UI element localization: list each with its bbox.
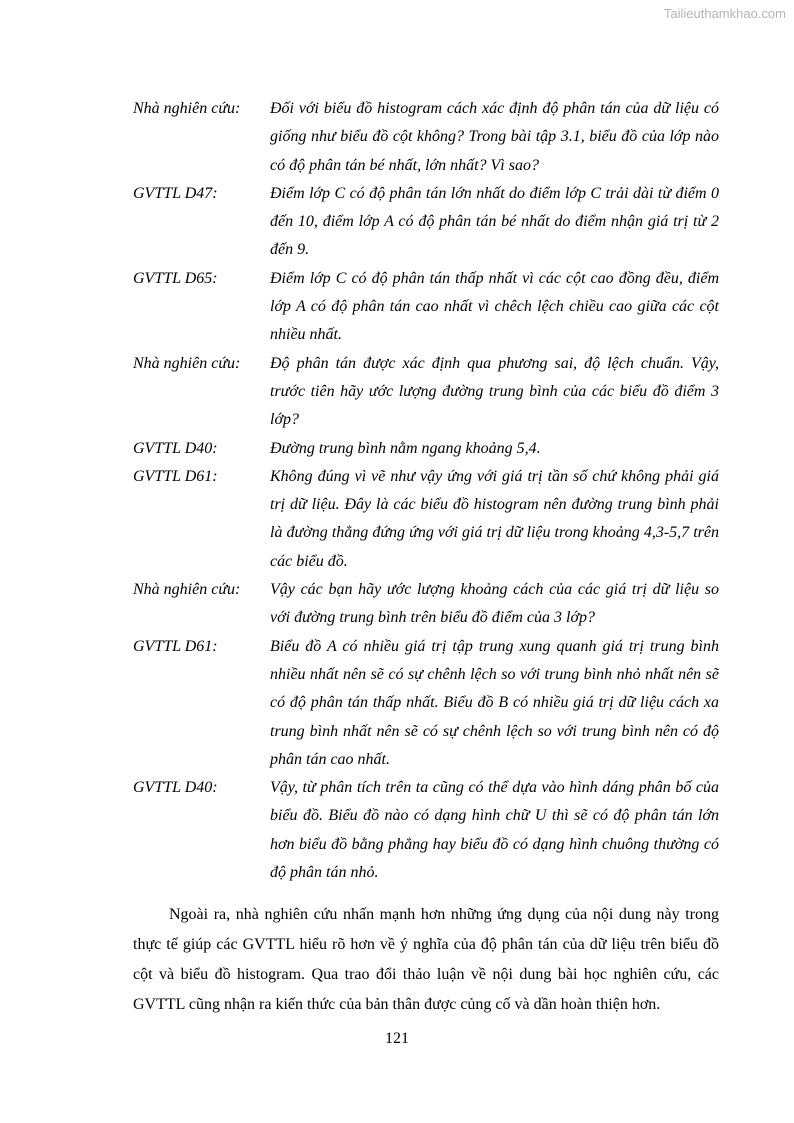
utterance-text: Vậy, từ phân tích trên ta cũng có thể dựa vào hình dáng phân bố của biểu đồ. Biểu đồ nào có dạng hình chữ U thì sẽ có độ phân tán lớn hơn biểu đồ bằng phẳng hay biểu đồ có dạng hình chuông thường có độ phân tán nhỏ. — [270, 779, 719, 882]
utterance-text: Đối với biểu đồ histogram cách xác định độ phân tán của dữ liệu có giống như biểu đồ cột không? Trong bài tập 3.1, biểu đồ của lớp nào có độ phân tán bé nhất, lớn nhất? Vì sao? — [270, 100, 719, 174]
utterance-text: Biểu đồ A có nhiều giá trị tập trung xung quanh giá trị trung bình nhiều nhất nên sẽ có sự chênh lệch so với trung bình nhỏ nhất nên sẽ có độ phân tán thấp nhất. Biểu đồ B có nhiều giá trị dữ liệu cách xa trung bình nhất nên sẽ có sự chênh lệch so với trung bình nên có độ phân tán cao nhất. — [270, 637, 719, 768]
utterance-text: Đường trung bình nằm ngang khoảng 5,4. — [270, 439, 541, 457]
dialogue-turn — [133, 435, 719, 463]
dialogue-turn — [133, 463, 719, 576]
dialogue-turn — [133, 95, 719, 180]
speaker-label: GVTTL D47: — [133, 184, 218, 202]
utterance-text: Điểm lớp C có độ phân tán thấp nhất vì các cột cao đồng đều, điểm lớp A có độ phân tán cao nhất vì chêch lệch chiều cao giữa các cột nhiều nhất. — [270, 269, 719, 344]
narrative-paragraph: Ngoài ra, nhà nghiên cứu nhấn mạnh hơn những ứng dụng của nội dung này trong thực tế giúp các GVTTL hiểu rõ hơn về ý nghĩa của độ phân tán của dữ liệu trên biểu đồ cột và biểu đồ histogram. Qua trao đổi thảo luận về nội dung bài học nghiên cứu, các GVTTL cũng nhận ra kiến thức của bản thân được củng cố và dần hoàn thiện hơn. — [133, 906, 719, 1013]
dialogue-turn — [133, 774, 719, 887]
speaker-label: Nhà nghiên cứu: — [133, 354, 241, 372]
dialogue-turn — [133, 265, 719, 350]
dialogue-turn — [133, 633, 719, 774]
speaker-label: Nhà nghiên cứu: — [133, 100, 241, 117]
speaker-label: GVTTL D61: — [133, 637, 218, 655]
utterance-text: Vậy các bạn hãy ước lượng khoảng cách của các giá trị dữ liệu so với đường trung bình trên biểu đồ điểm của 3 lớp? — [270, 581, 719, 627]
dialogue-transcript — [133, 95, 719, 887]
dialogue-turn — [133, 576, 719, 633]
utterance-text: Không đúng vì vẽ như vậy ứng với giá trị tần số chứ không phải giá trị dữ liệu. Đây là các biểu đồ histogram nên đường trung bình phải là đường thẳng đứng ứng với giá trị dữ liệu trong khoảng 4,3-5,7 trên các biểu đồ. — [270, 467, 719, 570]
speaker-label: GVTTL D40: — [133, 439, 218, 457]
utterance-text: Điểm lớp C có độ phân tán lớn nhất do điểm lớp C trải dài từ điểm 0 đến 10, điểm lớp A có độ phân tán bé nhất do điểm nhận giá trị từ 2 đến 9. — [270, 184, 719, 259]
speaker-label: GVTTL D61: — [133, 467, 218, 485]
page-number: 121 — [385, 1030, 409, 1047]
dialogue-turn — [133, 350, 719, 435]
watermark: Tailieuthamkhao.com — [663, 6, 786, 21]
dialogue-turn — [133, 180, 719, 265]
utterance-text: Độ phân tán được xác định qua phương sai, độ lệch chuẩn. Vậy, trước tiên hãy ước lượng đường trung bình của các biểu đồ điểm 3 lớp? — [270, 354, 719, 429]
speaker-label: GVTTL D40: — [133, 779, 218, 797]
speaker-label: Nhà nghiên cứu: — [133, 581, 241, 599]
speaker-label: GVTTL D65: — [133, 269, 218, 287]
